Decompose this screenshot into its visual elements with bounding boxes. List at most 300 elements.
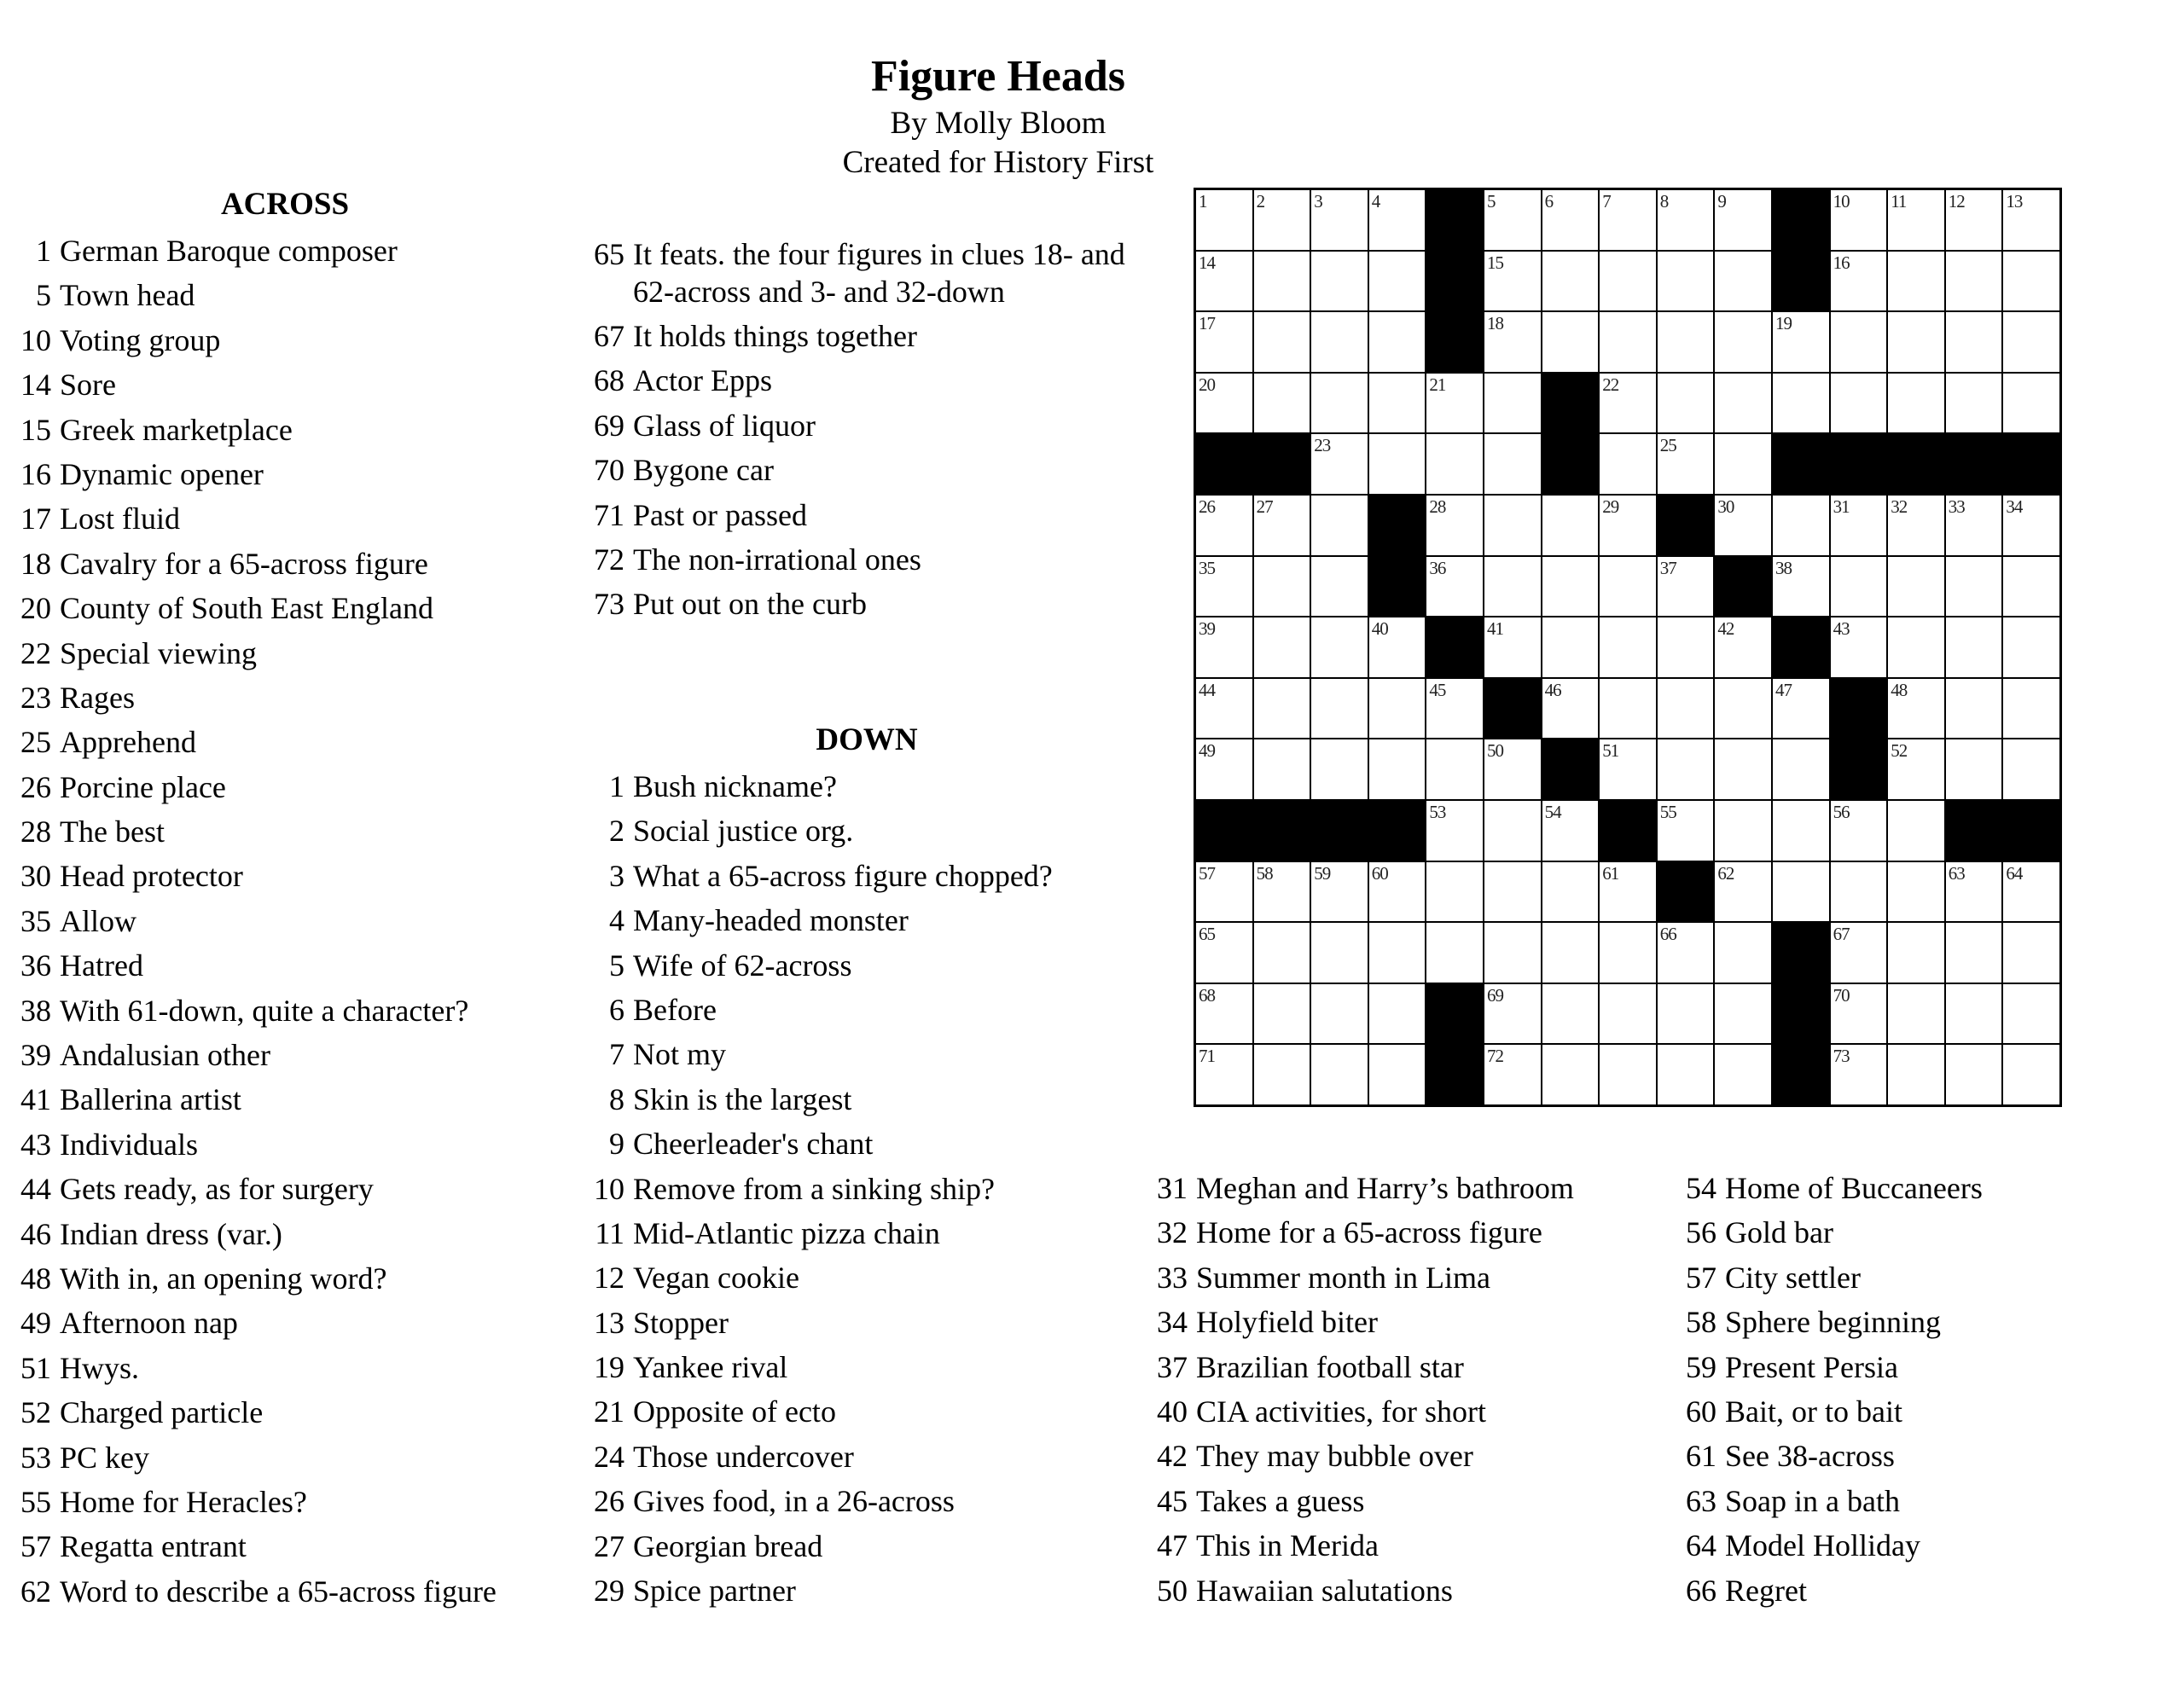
down-clue[interactable] [585,1122,1174,1166]
grid-cell[interactable] [1658,252,1714,311]
down-clue[interactable] [585,1211,1174,1255]
grid-block [1196,434,1252,494]
grid-cell[interactable] [1715,984,1771,1044]
grid-cell[interactable] [2003,984,2059,1044]
across-clue[interactable] [12,496,601,541]
grid-block [1658,862,1714,922]
grid-cell[interactable] [1311,617,1368,677]
grid-cell[interactable] [1946,557,2002,617]
grid-cell[interactable] [1831,1045,1887,1104]
grid-cell[interactable] [1311,190,1368,250]
down-clue[interactable] [1148,1434,1677,1478]
grid-cell[interactable] [1196,862,1252,922]
clue-number: 56 [1686,1215,1716,1250]
down-clue[interactable] [1677,1210,2155,1255]
grid-cell[interactable] [1946,739,2002,799]
grid-cell[interactable] [1946,496,2002,555]
puzzle-byline: By Molly Bloom [890,106,1107,141]
grid-cell[interactable] [1542,801,1599,861]
cell-number: 57 [1199,862,1215,884]
clue-number: 53 [20,1440,51,1475]
grid-cell[interactable] [1831,801,1887,861]
down-clue[interactable] [585,1479,1174,1523]
grid-cell[interactable] [1311,252,1368,311]
across-clue[interactable] [12,854,601,898]
grid-cell[interactable] [1600,679,1656,739]
down-clue[interactable] [1677,1479,2155,1523]
across-clue[interactable] [12,631,601,675]
clue-number: 12 [594,1261,624,1296]
cell-number: 14 [1199,252,1215,273]
grid-cell[interactable] [1946,312,2002,372]
down-clue[interactable] [585,988,1174,1032]
grid-cell[interactable] [1254,496,1310,555]
across-clue[interactable] [12,1167,601,1211]
grid-cell[interactable] [1311,434,1368,494]
across-clue[interactable] [585,537,1148,582]
grid-cell[interactable] [1658,434,1714,494]
grid-cell[interactable] [1831,862,1887,922]
cell-number: 22 [1602,374,1619,395]
cell-number: 19 [1774,313,1792,334]
cell-number: 55 [1659,801,1676,822]
grid-cell[interactable] [1484,190,1541,250]
across-clue[interactable] [12,1301,601,1345]
grid-cell[interactable] [1542,679,1599,739]
grid-cell[interactable] [1773,374,1829,433]
grid-cell[interactable] [1658,374,1714,433]
across-clue[interactable] [12,318,601,362]
grid-cell[interactable] [1369,739,1426,799]
across-clue[interactable] [585,358,1148,403]
grid-cell[interactable] [1946,1045,2002,1104]
grid-cell[interactable] [1715,801,1771,861]
grid-cell[interactable] [1254,984,1310,1044]
grid-cell[interactable] [1658,923,1714,983]
down-clue[interactable] [585,1032,1174,1076]
down-clue[interactable] [1148,1210,1677,1255]
grid-cell[interactable] [1773,557,1829,617]
crossword-grid[interactable] [1194,188,2062,1107]
grid-cell[interactable] [1542,1045,1599,1104]
across-clue[interactable] [12,362,601,407]
across-clue[interactable] [12,452,601,496]
clue-number: 51 [20,1350,51,1385]
grid-cell[interactable] [1888,739,1944,799]
grid-cell[interactable] [1484,496,1541,555]
across-clue[interactable] [12,1390,601,1435]
grid-cell[interactable] [1311,923,1368,983]
clue-text: Greek marketplace [60,412,293,447]
grid-cell[interactable] [1946,252,2002,311]
grid-cell[interactable] [1715,679,1771,739]
clue-number: 71 [594,497,624,532]
down-clue[interactable] [585,1077,1174,1122]
grid-cell[interactable] [1426,557,1483,617]
grid-cell[interactable] [1369,923,1426,983]
down-clue[interactable] [585,809,1174,853]
grid-cell[interactable] [1946,190,2002,250]
across-clue[interactable] [12,1077,601,1122]
grid-cell[interactable] [1484,739,1541,799]
grid-cell[interactable] [1831,374,1887,433]
across-clue[interactable] [12,273,601,317]
down-clue[interactable] [585,1345,1174,1389]
grid-cell[interactable] [1426,739,1483,799]
grid-cell[interactable] [1484,434,1541,494]
grid-cell[interactable] [1715,739,1771,799]
grid-block [1831,679,1887,739]
grid-cell[interactable] [1196,1045,1252,1104]
grid-cell[interactable] [1600,1045,1656,1104]
grid-cell[interactable] [1831,617,1887,677]
grid-cell[interactable] [1369,1045,1426,1104]
grid-cell[interactable] [1831,923,1887,983]
grid-cell[interactable] [1715,374,1771,433]
grid-cell[interactable] [1254,190,1310,250]
down-clue[interactable] [1677,1389,2155,1434]
grid-cell[interactable] [1888,374,1944,433]
grid-cell[interactable] [1426,801,1483,861]
cell-number: 17 [1199,313,1215,334]
down-clue[interactable] [1677,1166,2155,1210]
grid-cell[interactable] [1484,1045,1541,1104]
grid-cell[interactable] [1600,312,1656,372]
across-clue[interactable] [585,448,1148,492]
grid-cell[interactable] [2003,190,2059,250]
across-clue[interactable] [12,1212,601,1256]
grid-cell[interactable] [1542,617,1599,677]
down-clue[interactable] [585,1568,1174,1613]
grid-cell[interactable] [1946,679,2002,739]
grid-cell[interactable] [1600,617,1656,677]
grid-cell[interactable] [1888,190,1944,250]
across-clue[interactable] [12,408,601,452]
across-clue[interactable] [12,1524,601,1568]
down-clue[interactable] [585,1435,1174,1479]
grid-cell[interactable] [1254,739,1310,799]
grid-cell[interactable] [2003,1045,2059,1104]
grid-cell[interactable] [1715,617,1771,677]
grid-cell[interactable] [1888,557,1944,617]
grid-cell[interactable] [1715,1045,1771,1104]
grid-cell[interactable] [1369,190,1426,250]
down-clue[interactable] [1677,1345,2155,1389]
down-clue[interactable] [585,764,1174,809]
grid-cell[interactable] [1600,252,1656,311]
down-clue[interactable] [1148,1479,1677,1523]
clue-text: Cavalry for a 65-across figure [60,546,428,581]
down-clue[interactable] [585,854,1174,898]
grid-cell[interactable] [1600,923,1656,983]
grid-cell[interactable] [1600,496,1656,555]
down-clue[interactable] [1677,1434,2155,1478]
grid-cell[interactable] [1311,984,1368,1044]
down-clue[interactable] [1148,1523,1677,1568]
clue-text: Gets ready, as for surgery [60,1172,374,1207]
grid-cell[interactable] [1369,252,1426,311]
across-clue[interactable] [12,1346,601,1390]
grid-cell[interactable] [1658,312,1714,372]
grid-cell[interactable] [1888,679,1944,739]
grid-cell[interactable] [1715,496,1771,555]
grid-cell[interactable] [1311,557,1368,617]
grid-cell[interactable] [1715,312,1771,372]
grid-cell[interactable] [1773,312,1829,372]
across-clue[interactable] [12,943,601,988]
grid-cell[interactable] [1484,557,1541,617]
grid-cell[interactable] [1254,252,1310,311]
down-clue[interactable] [1677,1300,2155,1344]
grid-cell[interactable] [1254,862,1310,922]
grid-cell[interactable] [1888,984,1944,1044]
grid-cell[interactable] [1658,1045,1714,1104]
grid-cell[interactable] [1426,496,1483,555]
grid-cell[interactable] [1542,923,1599,983]
across-clue[interactable] [12,675,601,720]
grid-cell[interactable] [1600,374,1656,433]
grid-cell[interactable] [1311,679,1368,739]
grid-cell[interactable] [1542,984,1599,1044]
down-clue[interactable] [585,1167,1174,1211]
across-clue[interactable] [585,403,1148,448]
grid-cell[interactable] [1196,679,1252,739]
grid-cell[interactable] [1311,312,1368,372]
grid-cell[interactable] [1888,312,1944,372]
grid-cell[interactable] [2003,312,2059,372]
grid-cell[interactable] [1369,434,1426,494]
grid-cell[interactable] [1773,739,1829,799]
clue-text: With 61-down, quite a character? [60,993,469,1028]
grid-cell[interactable] [1658,557,1714,617]
grid-cell[interactable] [2003,862,2059,922]
grid-cell[interactable] [2003,557,2059,617]
grid-cell[interactable] [1658,739,1714,799]
grid-cell[interactable] [1484,984,1541,1044]
grid-cell[interactable] [1658,984,1714,1044]
grid-cell[interactable] [1600,190,1656,250]
grid-cell[interactable] [1831,252,1887,311]
grid-cell[interactable] [1369,862,1426,922]
grid-cell[interactable] [1542,252,1599,311]
grid-cell[interactable] [1196,923,1252,983]
down-clue[interactable] [1148,1255,1677,1300]
clue-text: See 38-across [1725,1439,1895,1474]
grid-cell[interactable] [1888,923,1944,983]
cell-number: 40 [1371,618,1388,640]
grid-cell[interactable] [1888,1045,1944,1104]
across-clue[interactable] [585,314,1148,358]
down-clue[interactable] [1148,1389,1677,1434]
grid-cell[interactable] [1888,496,1944,555]
grid-cell[interactable] [1484,801,1541,861]
across-clue[interactable] [12,586,601,630]
across-clue[interactable] [585,582,1148,626]
grid-cell[interactable] [1946,862,2002,922]
grid-cell[interactable] [1946,984,2002,1044]
down-clue[interactable] [1677,1568,2155,1613]
grid-cell[interactable] [1196,739,1252,799]
cell-number: 16 [1833,252,1850,273]
grid-cell[interactable] [1542,312,1599,372]
grid-cell[interactable] [1196,984,1252,1044]
across-clue[interactable] [12,542,601,586]
grid-cell[interactable] [1600,434,1656,494]
across-clue[interactable] [12,720,601,764]
grid-cell[interactable] [1658,801,1714,861]
grid-cell[interactable] [1715,862,1771,922]
grid-cell[interactable] [1196,617,1252,677]
across-clue[interactable] [12,1033,601,1077]
across-clue[interactable] [12,1122,601,1167]
grid-cell[interactable] [1773,862,1829,922]
grid-cell[interactable] [1600,739,1656,799]
grid-cell[interactable] [1946,374,2002,433]
grid-cell[interactable] [1254,617,1310,677]
grid-cell[interactable] [1426,923,1483,983]
down-clue[interactable] [585,943,1174,988]
clue-number: 18 [20,546,51,581]
grid-cell[interactable] [1946,617,2002,677]
grid-cell[interactable] [1715,923,1771,983]
down-clue[interactable] [1677,1255,2155,1300]
grid-cell[interactable] [1658,679,1714,739]
grid-cell[interactable] [1773,679,1829,739]
grid-cell[interactable] [1311,496,1368,555]
grid-cell[interactable] [1426,434,1483,494]
grid-cell[interactable] [2003,617,2059,677]
grid-cell[interactable] [1254,557,1310,617]
down-heading: DOWN [816,722,918,757]
grid-cell[interactable] [1600,862,1656,922]
grid-cell[interactable] [1484,312,1541,372]
grid-cell[interactable] [1600,984,1656,1044]
down-clue[interactable] [1677,1523,2155,1568]
clue-number: 21 [594,1394,624,1429]
grid-cell[interactable] [1369,312,1426,372]
grid-cell[interactable] [1542,557,1599,617]
grid-cell[interactable] [1196,557,1252,617]
grid-cell[interactable] [1715,190,1771,250]
grid-cell[interactable] [1542,190,1599,250]
grid-cell[interactable] [2003,252,2059,311]
grid-cell[interactable] [1484,617,1541,677]
grid-cell[interactable] [1831,312,1887,372]
grid-cell[interactable] [1311,739,1368,799]
grid-cell[interactable] [1773,496,1829,555]
grid-cell[interactable] [2003,923,2059,983]
grid-cell[interactable] [1888,801,1944,861]
clue-text: County of South East England [60,591,433,626]
grid-cell[interactable] [1658,190,1714,250]
down-clue[interactable] [1148,1300,1677,1344]
grid-cell[interactable] [1831,557,1887,617]
grid-cell[interactable] [1369,374,1426,433]
grid-cell[interactable] [1773,801,1829,861]
grid-cell[interactable] [1311,1045,1368,1104]
grid-cell[interactable] [1831,984,1887,1044]
grid-cell[interactable] [1715,252,1771,311]
across-clue[interactable] [12,988,601,1033]
grid-cell[interactable] [1254,679,1310,739]
grid-cell[interactable] [1600,557,1656,617]
grid-cell[interactable] [1254,923,1310,983]
grid-cell[interactable] [1369,679,1426,739]
grid-cell[interactable] [1888,862,1944,922]
grid-cell[interactable] [1311,374,1368,433]
grid-block [1542,434,1599,494]
clue-number: 36 [20,948,51,983]
across-clue[interactable] [12,1256,601,1301]
grid-cell[interactable] [1426,374,1483,433]
grid-cell[interactable] [1254,312,1310,372]
across-clue[interactable] [12,229,601,273]
across-clue[interactable] [585,232,1148,314]
down-clue[interactable] [1148,1166,1677,1210]
grid-cell[interactable] [1426,679,1483,739]
grid-cell[interactable] [1196,252,1252,311]
grid-cell[interactable] [1542,862,1599,922]
grid-cell[interactable] [1715,434,1771,494]
across-clue[interactable] [12,765,601,809]
cell-number: 3 [1314,191,1322,212]
grid-cell[interactable] [2003,679,2059,739]
grid-cell[interactable] [1311,862,1368,922]
grid-cell[interactable] [1888,252,1944,311]
grid-cell[interactable] [2003,496,2059,555]
clue-number: 19 [594,1350,624,1385]
grid-cell[interactable] [1946,923,2002,983]
down-clue[interactable] [585,1389,1174,1434]
across-clue[interactable] [585,493,1148,537]
grid-cell[interactable] [1888,617,1944,677]
grid-cell[interactable] [1484,252,1541,311]
grid-cell[interactable] [2003,374,2059,433]
grid-cell[interactable] [1369,617,1426,677]
down-clue[interactable] [585,898,1174,942]
down-clue[interactable] [1148,1345,1677,1389]
grid-cell[interactable] [1369,984,1426,1044]
across-clue[interactable] [12,809,601,854]
grid-cell[interactable] [1484,862,1541,922]
grid-cell[interactable] [1196,496,1252,555]
grid-cell[interactable] [1254,1045,1310,1104]
across-clue[interactable] [12,1435,601,1480]
grid-cell[interactable] [1484,374,1541,433]
grid-block [1426,1045,1483,1104]
grid-cell[interactable] [1254,374,1310,433]
down-clue[interactable] [585,1524,1174,1568]
down-clue[interactable] [585,1301,1174,1345]
across-clue[interactable] [12,899,601,943]
grid-cell[interactable] [1196,374,1252,433]
clue-number: 10 [20,322,51,357]
grid-cell[interactable] [1542,496,1599,555]
across-clue[interactable] [12,1569,601,1614]
grid-cell[interactable] [1484,923,1541,983]
grid-cell[interactable] [1196,312,1252,372]
down-clue[interactable] [585,1255,1174,1300]
grid-cell[interactable] [1831,190,1887,250]
grid-cell[interactable] [1426,862,1483,922]
clue-text: Indian dress (var.) [60,1216,282,1251]
across-clue[interactable] [12,1480,601,1524]
grid-cell[interactable] [1831,496,1887,555]
grid-cell[interactable] [2003,739,2059,799]
grid-cell[interactable] [1196,190,1252,250]
grid-cell[interactable] [1658,617,1714,677]
down-clue[interactable] [1148,1568,1677,1613]
